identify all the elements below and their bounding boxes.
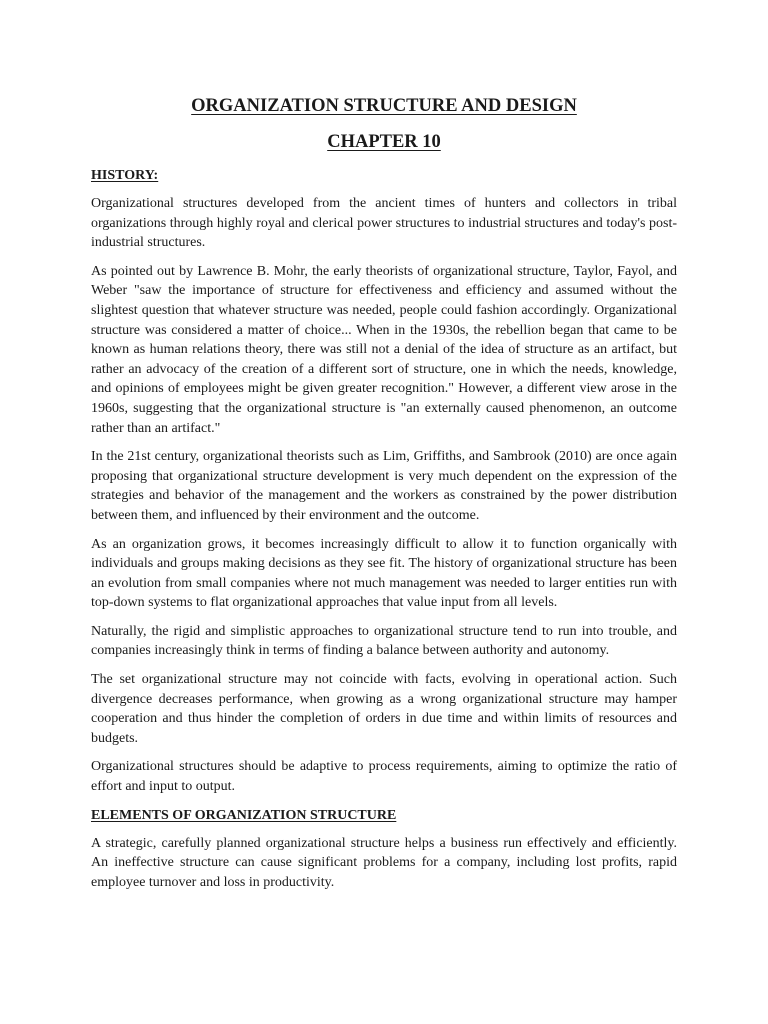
- paragraph: In the 21st century, organizational theorists such as Lim, Griffiths, and Sambrook (2010) are once again proposing that organizational structure development is very much dependent on the expression of the strategies and behavior of the management and the workers as constrained by the power distribution between them, and influenced by their environment and the outcome.: [91, 449, 677, 523]
- paragraph: The set organizational structure may not coincide with facts, evolving in operational action. Such divergence decreases performance, when growing as a wrong organizational structure may hamper cooperation and thus hinder the completion of orders in due time and within limits of resources and budgets.: [91, 672, 677, 746]
- chapter-heading: CHAPTER 10: [327, 132, 441, 152]
- paragraph: Naturally, the rigid and simplistic approaches to organizational structure tend to run into trouble, and companies increasingly think in terms of finding a balance between authority and autonomy.: [91, 623, 677, 659]
- paragraph: As an organization grows, it becomes increasingly difficult to allow it to function organically with individuals and groups making decisions as they see fit. The history of organizational structure has been an evolution from small companies where not much management was needed to larger entities run with top-down systems to flat organizational approaches that value input from all levels.: [91, 536, 677, 611]
- paragraph: Organizational structures developed from the ancient times of hunters and collectors in tribal organizations through highly royal and clerical power structures to industrial structures and today's post-industrial structures.: [91, 196, 677, 251]
- document-title: ORGANIZATION STRUCTURE AND DESIGN: [191, 96, 577, 116]
- paragraph: A strategic, carefully planned organizational structure helps a business run effectively and efficiently. An ineffective structure can cause significant problems for a company, including lost profits, rapid employee turnover and loss in productivity.: [91, 835, 677, 890]
- paragraph: Organizational structures should be adaptive to process requirements, aiming to optimize the ratio of effort and input to output.: [91, 759, 677, 795]
- paragraph: As pointed out by Lawrence B. Mohr, the early theorists of organizational structure, Taylor, Fayol, and Weber "saw the importance of structure for effectiveness and efficiency and assumed without the slightest question that whatever structure was needed, people could fashion accordingly. Organizational structure was considered a matter of choice... When in the 1930s, the rebellion began that came to be known as human relations theory, there was still not a denial of the idea of structure as an artifact, but rather an advocacy of the creation of a different sort of structure, one in which the needs, knowledge, and opinions of employees might be given greater recognition." However, a different view arose in the 1960s, suggesting that the organizational structure is "an externally caused phenomenon, an outcome rather than an artifact.": [91, 263, 677, 436]
- section-heading-elements: ELEMENTS OF ORGANIZATION STRUCTURE: [91, 807, 397, 823]
- section-heading-history: HISTORY:: [91, 168, 159, 183]
